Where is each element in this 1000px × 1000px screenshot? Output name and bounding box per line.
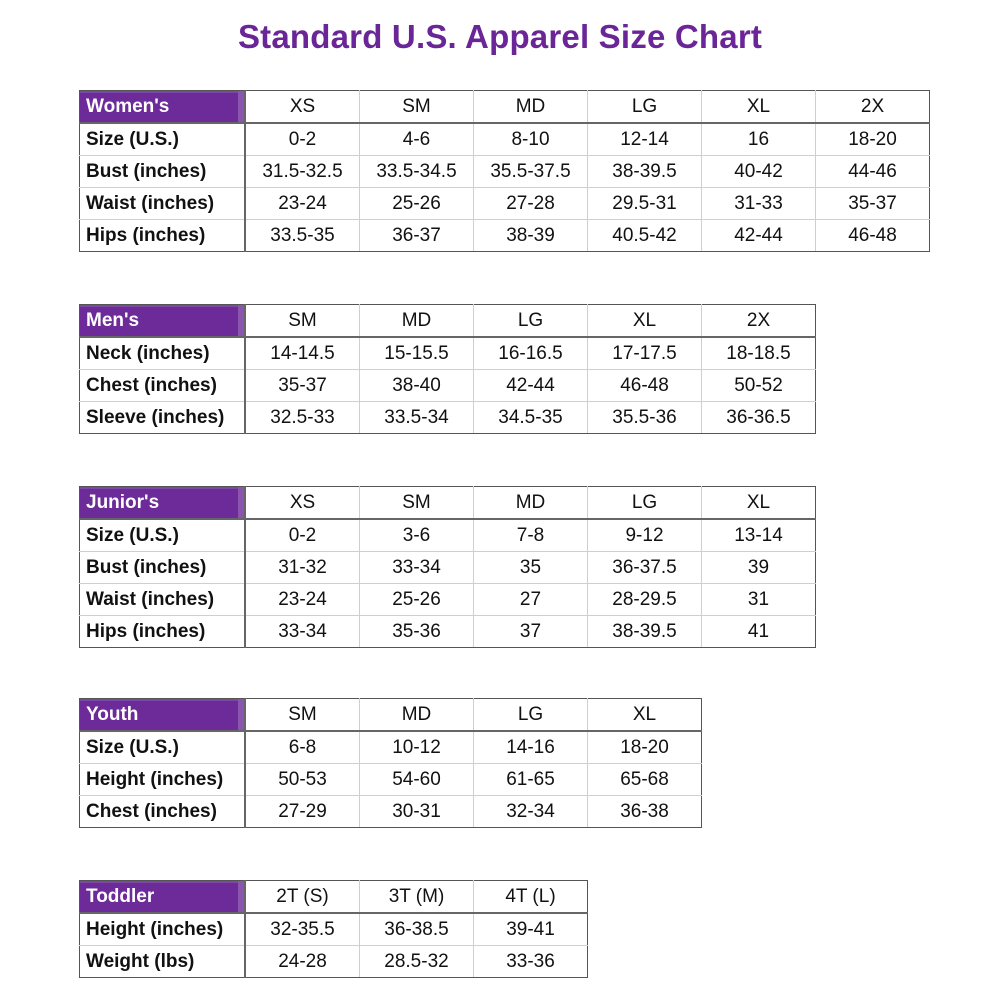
table-cell: 28-29.5 (588, 584, 702, 616)
size-column-header: MD (360, 699, 474, 732)
row-label: Size (U.S.) (80, 123, 246, 156)
table-cell: 36-38 (588, 796, 702, 828)
row-label: Chest (inches) (80, 796, 246, 828)
row-label: Size (U.S.) (80, 519, 246, 552)
row-label: Bust (inches) (80, 156, 246, 188)
size-column-header: SM (245, 305, 360, 338)
table-cell: 18-20 (816, 123, 930, 156)
table-cell: 40-42 (702, 156, 816, 188)
table-cell: 4-6 (360, 123, 474, 156)
table-cell: 33-36 (474, 946, 588, 978)
size-column-header: 4T (L) (474, 881, 588, 914)
junior-s-size-table (79, 486, 816, 648)
table-header-row (80, 487, 816, 520)
page-title: Standard U.S. Apparel Size Chart (237, 18, 763, 55)
size-column-header: XL (702, 487, 816, 520)
table-row (80, 552, 816, 584)
size-column-header: XL (588, 305, 702, 338)
table-cell: 33.5-34.5 (360, 156, 474, 188)
table-cell: 14-14.5 (245, 337, 360, 370)
table-row (80, 519, 816, 552)
table-cell: 36-36.5 (702, 402, 816, 434)
row-label: Bust (inches) (80, 552, 246, 584)
table-header-row (80, 699, 702, 732)
category-header: Men's (80, 305, 246, 338)
table-row (80, 188, 930, 220)
table-cell: 54-60 (360, 764, 474, 796)
row-label: Hips (inches) (80, 616, 246, 648)
table-cell: 40.5-42 (588, 220, 702, 252)
row-label: Weight (lbs) (80, 946, 246, 978)
table-cell: 46-48 (816, 220, 930, 252)
category-header: Toddler (80, 881, 246, 914)
table-cell: 12-14 (588, 123, 702, 156)
table-cell: 31 (702, 584, 816, 616)
size-column-header: SM (360, 91, 474, 124)
row-label: Waist (inches) (80, 584, 246, 616)
table-row (80, 584, 816, 616)
table-header-row (80, 91, 930, 124)
table-cell: 23-24 (245, 584, 360, 616)
table-row (80, 370, 816, 402)
table-cell: 35-37 (245, 370, 360, 402)
table-cell: 32-35.5 (245, 913, 360, 946)
size-column-header: SM (245, 699, 360, 732)
category-header: Women's (80, 91, 246, 124)
row-label: Sleeve (inches) (80, 402, 246, 434)
table-cell: 18-20 (588, 731, 702, 764)
table-cell: 23-24 (245, 188, 360, 220)
table-cell: 35-36 (360, 616, 474, 648)
table-cell: 17-17.5 (588, 337, 702, 370)
table-cell: 33-34 (360, 552, 474, 584)
size-column-header: LG (588, 487, 702, 520)
table-cell: 9-12 (588, 519, 702, 552)
size-column-header: MD (474, 91, 588, 124)
row-label: Height (inches) (80, 764, 246, 796)
table-cell: 36-37 (360, 220, 474, 252)
size-column-header: 3T (M) (360, 881, 474, 914)
row-label: Hips (inches) (80, 220, 246, 252)
men-s-size-table (79, 304, 816, 434)
table-cell: 6-8 (245, 731, 360, 764)
table-cell: 44-46 (816, 156, 930, 188)
size-column-header: SM (360, 487, 474, 520)
table-row (80, 402, 816, 434)
table-cell: 16-16.5 (474, 337, 588, 370)
table-cell: 38-39 (474, 220, 588, 252)
table-row (80, 764, 702, 796)
table-cell: 36-37.5 (588, 552, 702, 584)
table-cell: 42-44 (474, 370, 588, 402)
size-column-header: MD (474, 487, 588, 520)
table-cell: 38-39.5 (588, 156, 702, 188)
row-label: Chest (inches) (80, 370, 246, 402)
table-header-row (80, 305, 816, 338)
table-cell: 61-65 (474, 764, 588, 796)
size-column-header: XS (245, 487, 360, 520)
size-column-header: 2T (S) (245, 881, 360, 914)
table-row (80, 731, 702, 764)
size-column-header: XS (245, 91, 360, 124)
table-row (80, 220, 930, 252)
table-cell: 39 (702, 552, 816, 584)
table-cell: 34.5-35 (474, 402, 588, 434)
table-cell: 35-37 (816, 188, 930, 220)
table-cell: 29.5-31 (588, 188, 702, 220)
table-cell: 7-8 (474, 519, 588, 552)
table-cell: 37 (474, 616, 588, 648)
table-cell: 31.5-32.5 (245, 156, 360, 188)
table-cell: 50-52 (702, 370, 816, 402)
table-cell: 33-34 (245, 616, 360, 648)
table-cell: 35.5-37.5 (474, 156, 588, 188)
table-cell: 35.5-36 (588, 402, 702, 434)
table-cell: 33.5-35 (245, 220, 360, 252)
size-column-header: LG (474, 699, 588, 732)
table-row (80, 616, 816, 648)
category-header: Junior's (80, 487, 246, 520)
size-column-header: 2X (702, 305, 816, 338)
table-cell: 32.5-33 (245, 402, 360, 434)
row-label: Size (U.S.) (80, 731, 246, 764)
table-cell: 31-32 (245, 552, 360, 584)
row-label: Waist (inches) (80, 188, 246, 220)
table-cell: 50-53 (245, 764, 360, 796)
table-cell: 33.5-34 (360, 402, 474, 434)
table-cell: 25-26 (360, 188, 474, 220)
table-cell: 46-48 (588, 370, 702, 402)
table-row (80, 796, 702, 828)
table-cell: 0-2 (245, 123, 360, 156)
table-cell: 14-16 (474, 731, 588, 764)
table-cell: 27 (474, 584, 588, 616)
table-cell: 25-26 (360, 584, 474, 616)
table-cell: 28.5-32 (360, 946, 474, 978)
women-s-size-table (79, 90, 930, 252)
category-header: Youth (80, 699, 246, 732)
table-cell: 27-29 (245, 796, 360, 828)
table-row (80, 123, 930, 156)
table-row (80, 913, 588, 946)
size-column-header: 2X (816, 91, 930, 124)
row-label: Neck (inches) (80, 337, 246, 370)
table-cell: 38-40 (360, 370, 474, 402)
table-row (80, 946, 588, 978)
table-row (80, 337, 816, 370)
table-cell: 15-15.5 (360, 337, 474, 370)
table-row (80, 156, 930, 188)
table-cell: 30-31 (360, 796, 474, 828)
size-column-header: MD (360, 305, 474, 338)
youth-size-table (79, 698, 702, 828)
table-cell: 35 (474, 552, 588, 584)
toddler-size-table (79, 880, 588, 978)
size-column-header: XL (588, 699, 702, 732)
table-cell: 36-38.5 (360, 913, 474, 946)
table-cell: 32-34 (474, 796, 588, 828)
table-cell: 39-41 (474, 913, 588, 946)
table-cell: 3-6 (360, 519, 474, 552)
table-cell: 41 (702, 616, 816, 648)
size-column-header: XL (702, 91, 816, 124)
table-cell: 27-28 (474, 188, 588, 220)
table-header-row (80, 881, 588, 914)
table-cell: 18-18.5 (702, 337, 816, 370)
size-column-header: LG (474, 305, 588, 338)
table-cell: 8-10 (474, 123, 588, 156)
table-cell: 31-33 (702, 188, 816, 220)
table-cell: 38-39.5 (588, 616, 702, 648)
table-cell: 65-68 (588, 764, 702, 796)
table-cell: 13-14 (702, 519, 816, 552)
table-cell: 16 (702, 123, 816, 156)
table-cell: 0-2 (245, 519, 360, 552)
table-cell: 10-12 (360, 731, 474, 764)
row-label: Height (inches) (80, 913, 246, 946)
table-cell: 24-28 (245, 946, 360, 978)
table-cell: 42-44 (702, 220, 816, 252)
size-column-header: LG (588, 91, 702, 124)
